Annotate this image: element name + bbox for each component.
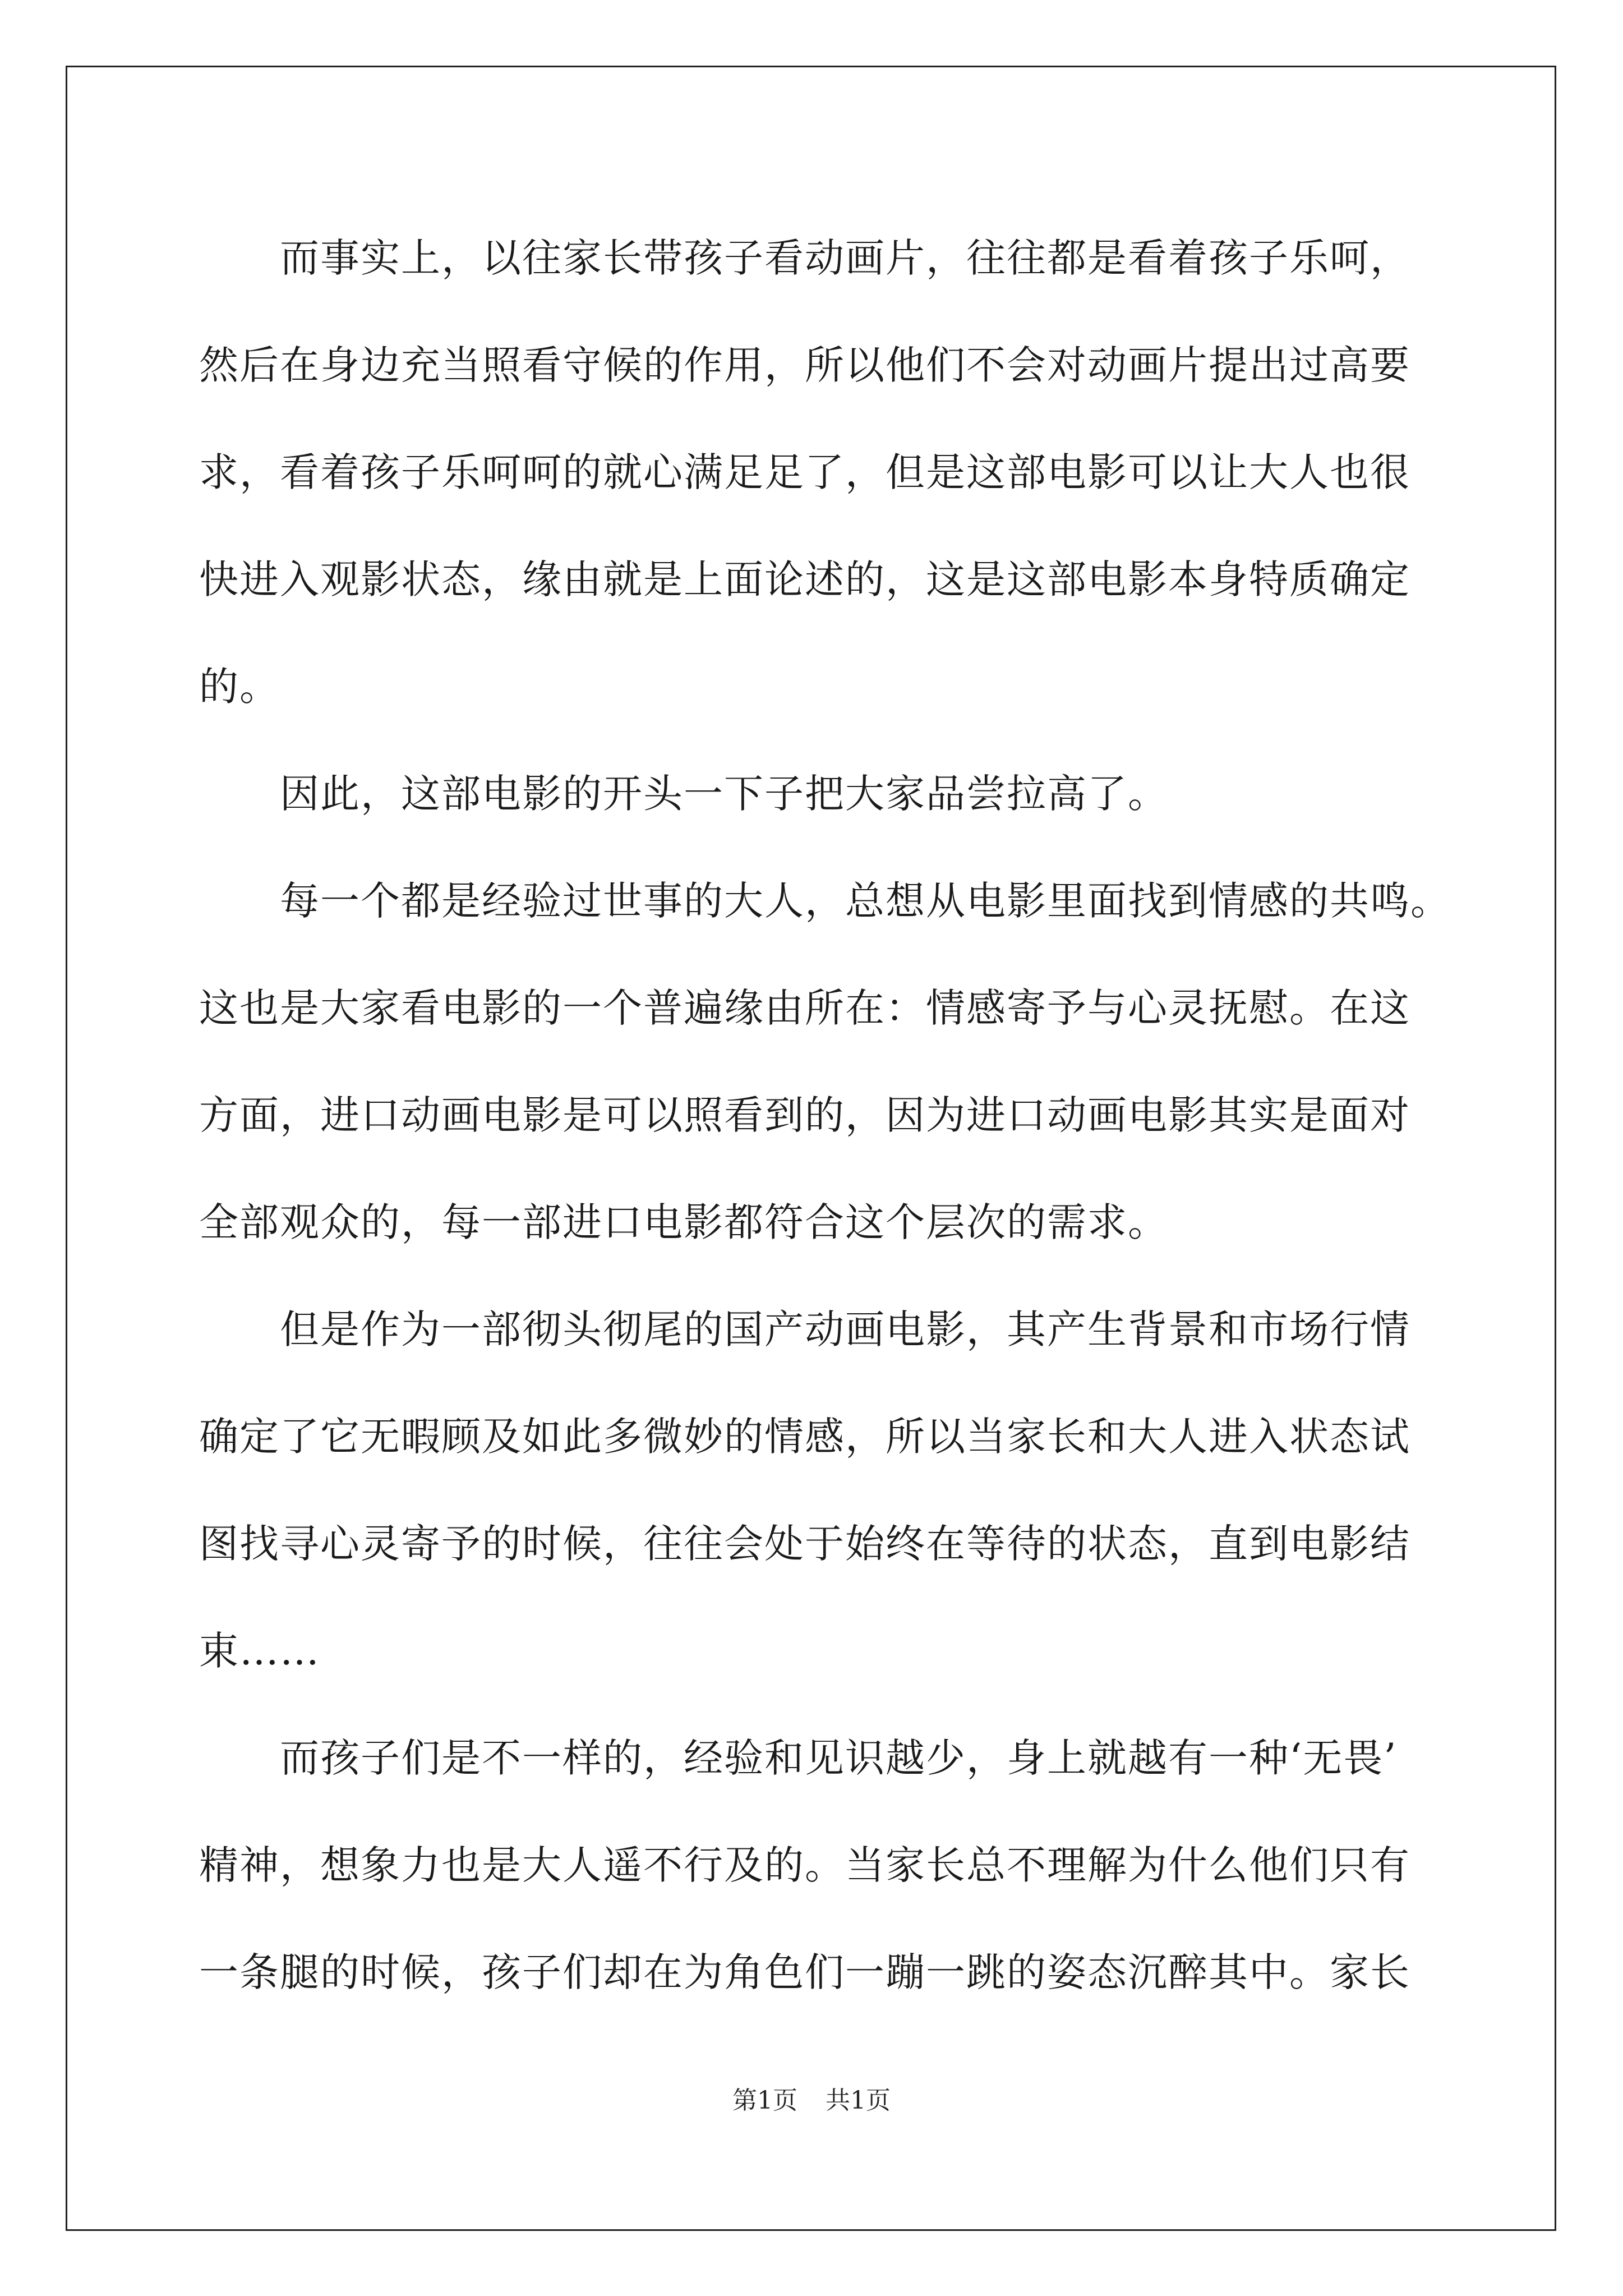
text-line: 的。: [199, 664, 280, 710]
text-line: 确定了它无暇顾及如此多微妙的情感，所以当家长和大人进入状态试: [199, 1414, 1410, 1460]
text-line: 然后在身边充当照看守候的作用，所以他们不会对动画片提出过高要: [199, 342, 1410, 388]
text-line: 方面，进口动画电影是可以照看到的，因为进口动画电影其实是面对: [199, 1092, 1410, 1138]
text-line: 但是作为一部彻头彻尾的国产动画电影，其产生背景和市场行情: [199, 1306, 1410, 1352]
text-line: 这也是大家看电影的一个普遍缘由所在：情感寄予与心灵抚慰。在这: [199, 985, 1410, 1031]
page-footer: [0, 2084, 1623, 2118]
text-line: 全部观众的，每一部进口电影都符合这个层次的需求。: [199, 1199, 1168, 1245]
text-line: 而事实上，以往家长带孩子看动画片，往往都是看着孩子乐呵，: [199, 235, 1410, 281]
text-line: 求，看着孩子乐呵呵的就心满足足了，但是这部电影可以让大人也很: [199, 449, 1410, 495]
text-line: 图找寻心灵寄予的时候，往往会处于始终在等待的状态，直到电影结: [199, 1521, 1410, 1567]
text-line: 每一个都是经验过世事的大人，总想从电影里面找到情感的共鸣。: [199, 878, 1451, 924]
page-number: 第1页: [732, 2086, 797, 2115]
page-total: 共1页: [826, 2086, 891, 2115]
text-line: 一条腿的时候，孩子们却在为角色们一蹦一跳的姿态沉醉其中。家长: [199, 1949, 1410, 1995]
text-line: 精神，想象力也是大人遥不行及的。当家长总不理解为什么他们只有: [199, 1842, 1410, 1888]
document-body: [199, 205, 1451, 2026]
text-line: 而孩子们是不一样的，经验和见识越少，身上就越有一种‘无畏’: [199, 1735, 1398, 1781]
text-line: 束……: [199, 1628, 320, 1674]
text-line: 快进入观影状态，缘由就是上面论述的，这是这部电影本身特质确定: [199, 556, 1410, 602]
text-line: 因此，这部电影的开头一下子把大家品尝拉高了。: [199, 771, 1168, 817]
